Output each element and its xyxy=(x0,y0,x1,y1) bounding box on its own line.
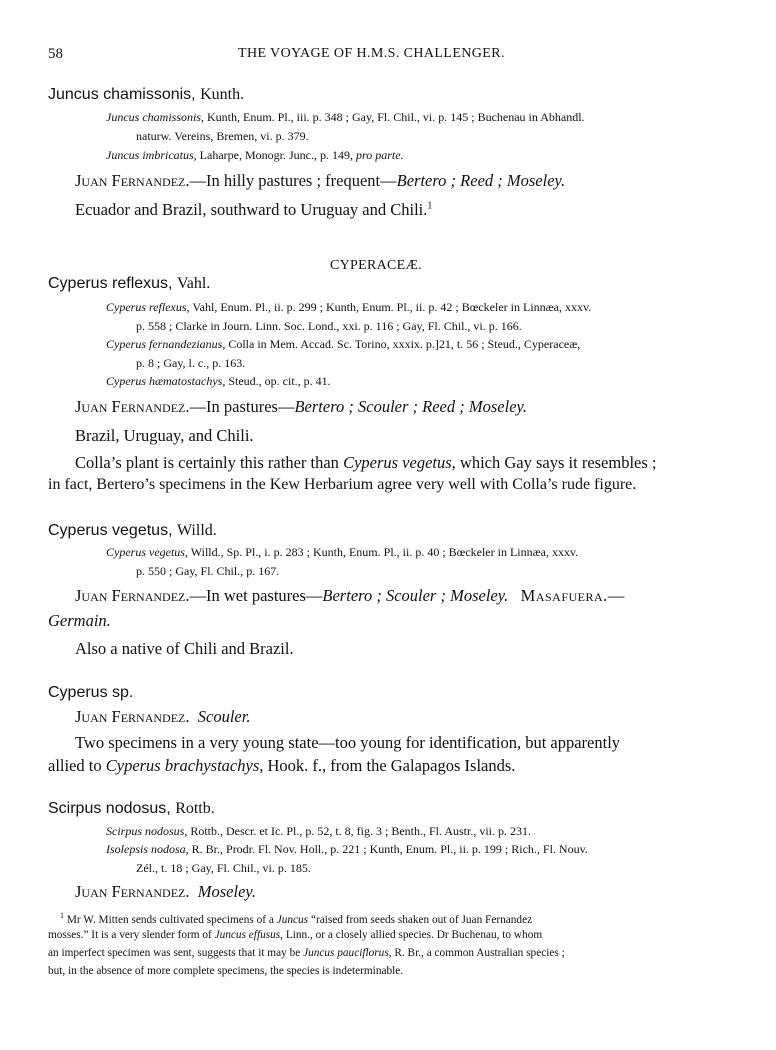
species-heading xyxy=(48,275,210,293)
collectors: Moseley. xyxy=(197,882,256,901)
locality-line xyxy=(75,882,256,902)
footnote-line xyxy=(48,929,542,941)
section-title: CYPERACEÆ. xyxy=(330,258,423,273)
footnote-mark: 1 xyxy=(427,200,433,212)
habitat: —In pastures— xyxy=(189,397,295,416)
note-line: Two specimens in a very young state—too young for identification, but apparently xyxy=(75,733,621,752)
species-name: Juncus chamissonis, xyxy=(48,86,196,103)
synonym-line xyxy=(106,374,331,389)
synonym-name: Cyperus hæmatostachys, xyxy=(106,374,226,388)
synonym-name: Cyperus fernandezianus, xyxy=(106,337,226,351)
collectors: Bertero ; Scouler ; Moseley. xyxy=(322,586,509,605)
synonym-name: Scirpus nodosus, xyxy=(106,824,188,838)
synonym-name: Isolepsis nodosa, xyxy=(106,842,189,856)
species-name: Scirpus nodosus, xyxy=(48,800,171,817)
footnote-taxon: Juncus pauciflorus, xyxy=(303,947,392,959)
locality: Juan Fernandez. xyxy=(75,171,190,190)
species-author: Vahl. xyxy=(176,275,211,292)
synonym-ref: Steud., op. cit., p. 41. xyxy=(228,374,331,388)
species-heading xyxy=(48,684,133,702)
distribution: Also a native of Chili and Brazil. xyxy=(75,639,294,658)
distribution: Ecuador and Brazil, southward to Uruguay and Chili. xyxy=(75,200,428,219)
dash: — xyxy=(607,586,625,605)
footnote-text: R. Br., a common Australian species ; xyxy=(394,947,565,959)
synonym-ref: Kunth, Enum. Pl., iii. p. 348 ; Gay, Fl. Chil., vi. p. 145 ; Buchenau in Abhandl. xyxy=(207,110,585,124)
species-author: Rottb. xyxy=(175,800,215,817)
footnote-text: Linn., or a closely allied species. Dr Buchenau, to whom xyxy=(285,929,543,941)
locality: Juan Fernandez. xyxy=(75,882,190,901)
footnote-text: an imperfect specimen was sent, suggests that it may be xyxy=(48,947,301,959)
collectors: Bertero ; Reed ; Moseley. xyxy=(396,171,566,190)
synonym-cont: p. 8 ; Gay, l. c., p. 163. xyxy=(136,356,246,370)
distribution: Brazil, Uruguay, and Chili. xyxy=(75,426,254,445)
species-heading xyxy=(48,86,244,104)
synonym-line xyxy=(106,824,531,839)
synonym-ref: Rottb., Descr. et Ic. Pl., p. 52, t. 8, fig. 3 ; Benth., Fl. Austr., vii. p. 231. xyxy=(190,824,532,838)
footnote-text: “raised from seeds shaken out of Juan Fernandez xyxy=(310,913,533,926)
synonym-ref: Colla in Mem. Accad. Sc. Torino, xxxix. p.]21, t. 56 ; Steud., Cyperaceæ, xyxy=(228,337,581,351)
locality-line xyxy=(75,707,250,727)
synonym-cont: naturw. Vereins, Bremen, vi. p. 379. xyxy=(136,129,309,143)
habitat: —In hilly pastures ; frequent— xyxy=(189,171,397,190)
note-text: Colla’s plant is certainly this rather than xyxy=(75,453,339,472)
synonym-cont: Zél., t. 18 ; Gay, Fl. Chil., vi. p. 185. xyxy=(136,861,311,875)
note-text: allied to xyxy=(48,756,102,775)
synonym-cont: p. 558 ; Clarke in Journ. Linn. Soc. Lond., xxi. p. 116 ; Gay, Fl. Chil., vi. p. 166. xyxy=(136,319,522,333)
synonym-line xyxy=(106,842,588,857)
synonym-ref: Laharpe, Monogr. Junc., p. 149, xyxy=(199,148,353,162)
habitat: —In wet pastures— xyxy=(189,586,323,605)
synonym-name: Cyperus reflexus, xyxy=(106,300,190,314)
synonym-line xyxy=(106,300,591,315)
synonym-name: Juncus imbricatus, xyxy=(106,148,197,162)
locality-line xyxy=(75,171,565,191)
species-heading xyxy=(48,800,215,818)
footnote-line xyxy=(48,947,565,959)
synonym-ref: Willd., Sp. Pl., i. p. 283 ; Kunth, Enum. Pl., ii. p. 40 ; Bœckeler in Linnæa, xxxv. xyxy=(190,545,579,559)
species-name: Cyperus sp. xyxy=(48,684,134,701)
locality-line xyxy=(75,397,527,417)
species-heading xyxy=(48,522,217,540)
footnote-taxon: Juncus effusus, xyxy=(214,929,283,941)
synonym-line xyxy=(106,545,578,560)
species-name: Cyperus vegetus, xyxy=(48,522,173,539)
synonym-ref: R. Br., Prodr. Fl. Nov. Holl., p. 221 ; Kunth, Enum. Pl., ii. p. 199 ; Rich., Fl. Nouv. xyxy=(191,842,588,856)
footnote-line xyxy=(60,911,532,926)
collector-2 xyxy=(48,611,111,631)
note-text: Hook. f., from the Galapagos Islands. xyxy=(267,756,516,775)
footnote-text: Mr W. Mitten sends cultivated specimens of a xyxy=(66,913,274,926)
footnote-mark: 1 xyxy=(60,911,64,920)
synonym-line xyxy=(106,148,404,163)
synonym-ref: Vahl, Enum. Pl., ii. p. 299 ; Kunth, Enum. Pl., ii. p. 42 ; Bœckeler in Linnæa, xxxv. xyxy=(192,300,592,314)
synonym-name: Juncus chamissonis, xyxy=(106,110,204,124)
synonym-name: Cyperus vegetus, xyxy=(106,545,188,559)
note-line: in fact, Bertero’s specimens in the Kew Herbarium agree very well with Colla’s rude figure. xyxy=(48,476,637,493)
synonym-cont: p. 550 ; Gay, Fl. Chil., p. 167. xyxy=(136,564,280,578)
locality: Juan Fernandez. xyxy=(75,707,190,726)
locality-2: Masafuera. xyxy=(520,586,608,605)
locality: Juan Fernandez. xyxy=(75,586,190,605)
synonym-ref-italic: pro parte. xyxy=(355,148,404,162)
locality-line xyxy=(75,586,624,606)
synonym-line xyxy=(106,337,580,352)
species-author: Willd. xyxy=(176,522,217,539)
collectors: Scouler. xyxy=(197,707,251,726)
footnote-text: mosses.” It is a very slender form of xyxy=(48,929,212,941)
locality: Juan Fernandez. xyxy=(75,397,190,416)
running-title: THE VOYAGE OF H.M.S. CHALLENGER. xyxy=(238,46,505,61)
page-number: 58 xyxy=(48,46,63,62)
footnote-line: but, in the absence of more complete specimens, the species is indeterminable. xyxy=(48,965,404,977)
note-taxon: Cyperus vegetus, xyxy=(343,453,456,472)
collector-name: Germain. xyxy=(48,611,111,630)
footnote-taxon: Juncus xyxy=(276,913,309,926)
species-name: Cyperus reflexus, xyxy=(48,275,173,292)
species-author: Kunth. xyxy=(200,86,245,103)
note-text: which Gay says it resembles ; xyxy=(459,453,657,472)
note-line xyxy=(48,756,515,776)
synonym-line xyxy=(106,110,585,125)
distribution-line xyxy=(75,200,432,220)
note-line xyxy=(75,453,657,473)
note-taxon: Cyperus brachystachys, xyxy=(105,756,264,775)
collectors: Bertero ; Scouler ; Reed ; Moseley. xyxy=(294,397,528,416)
